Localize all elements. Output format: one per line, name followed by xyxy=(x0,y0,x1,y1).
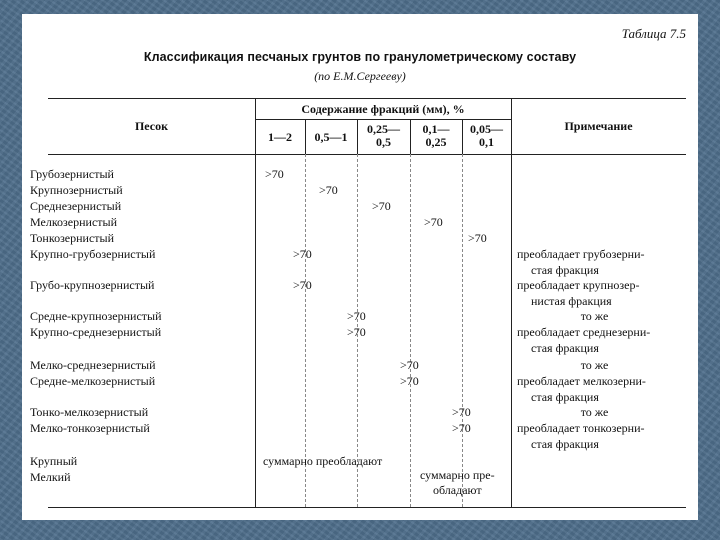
column-guide-3 xyxy=(410,154,411,507)
fraction-header-rule xyxy=(255,119,511,120)
table-top-rule xyxy=(48,98,686,99)
slide-page xyxy=(22,14,698,520)
sand-type-name: Мелко-среднезернистый xyxy=(30,358,156,372)
table-bottom-rule xyxy=(48,507,686,508)
fraction-value: >70 xyxy=(347,325,366,339)
note-text: преобладает мелкозерни- стая фракция xyxy=(517,374,646,404)
table-subtitle: (по Е.М.Сергееву) xyxy=(314,69,406,83)
column-guide-4 xyxy=(462,154,463,507)
fraction-value: >70 xyxy=(293,278,312,292)
note-text: преобладает тонкозерни- стая фракция xyxy=(517,421,645,451)
header-sand: Песок xyxy=(134,119,169,133)
sand-type-name: Тонкозернистый xyxy=(30,231,115,245)
header-fraction-1-2: 1—2 xyxy=(268,130,292,144)
sand-type-name: Средне-крупнозернистый xyxy=(30,309,162,323)
sand-type-name: Крупно-грубозернистый xyxy=(30,247,156,261)
fraction-value: >70 xyxy=(265,167,284,181)
table-number: Таблица 7.5 xyxy=(621,26,686,41)
note-text: преобладает крупнозер- нистая фракция xyxy=(517,278,640,308)
sand-type-name: Крупно-среднезернистый xyxy=(30,325,162,339)
header-fraction-0.05-0.1: 0,05— 0,1 xyxy=(470,122,503,149)
note-text: преобладает среднезерни- стая фракция xyxy=(517,325,651,355)
header-note: Примечание xyxy=(564,119,633,133)
sand-type-name: Мелкий xyxy=(30,470,71,484)
sand-type-name: Крупный xyxy=(30,454,78,468)
fraction-value: >70 xyxy=(319,183,338,197)
sand-type-name: Мелко-тонкозернистый xyxy=(30,421,150,435)
fraction-value: суммарно пре- обладают xyxy=(420,468,495,497)
note-text: преобладает грубозерни- стая фракция xyxy=(517,247,645,277)
fraction-value: >70 xyxy=(400,358,419,372)
sand-type-name: Крупнозернистый xyxy=(30,183,123,197)
header-fraction-0.1-0.25: 0,1— 0,25 xyxy=(422,122,450,149)
table-title: Классификация песчаных грунтов по гранулометрическому составу xyxy=(143,50,577,64)
fraction-value: >70 xyxy=(452,421,471,435)
fraction-value: >70 xyxy=(452,405,471,419)
fraction-value: >70 xyxy=(468,231,487,245)
sand-type-name: Тонко-мелкозернистый xyxy=(30,405,149,419)
fraction-value: >70 xyxy=(293,247,312,261)
sand-type-name: Грубо-крупнозернистый xyxy=(30,278,155,292)
header-fraction-content: Содержание фракций (мм), % xyxy=(301,102,465,116)
sand-type-name: Среднезернистый xyxy=(30,199,122,213)
note-text: то же xyxy=(580,405,609,419)
fraction-value: >70 xyxy=(424,215,443,229)
header-fraction-0.5-1: 0,5—1 xyxy=(314,130,348,144)
sand-type-name: Грубозернистый xyxy=(30,167,114,181)
fraction-value: суммарно преобладают xyxy=(263,454,383,468)
header-bottom-rule xyxy=(48,154,686,155)
sand-type-name: Средне-мелкозернистый xyxy=(30,374,156,388)
note-text: то же xyxy=(580,309,609,323)
sand-type-name: Мелкозернистый xyxy=(30,215,118,229)
column-divider-note xyxy=(511,98,512,507)
fraction-value: >70 xyxy=(372,199,391,213)
note-text: то же xyxy=(580,358,609,372)
fraction-value: >70 xyxy=(347,309,366,323)
header-fraction-0.25-0.5: 0,25— 0,5 xyxy=(367,122,400,149)
fraction-value: >70 xyxy=(400,374,419,388)
column-divider-sand xyxy=(255,98,256,507)
